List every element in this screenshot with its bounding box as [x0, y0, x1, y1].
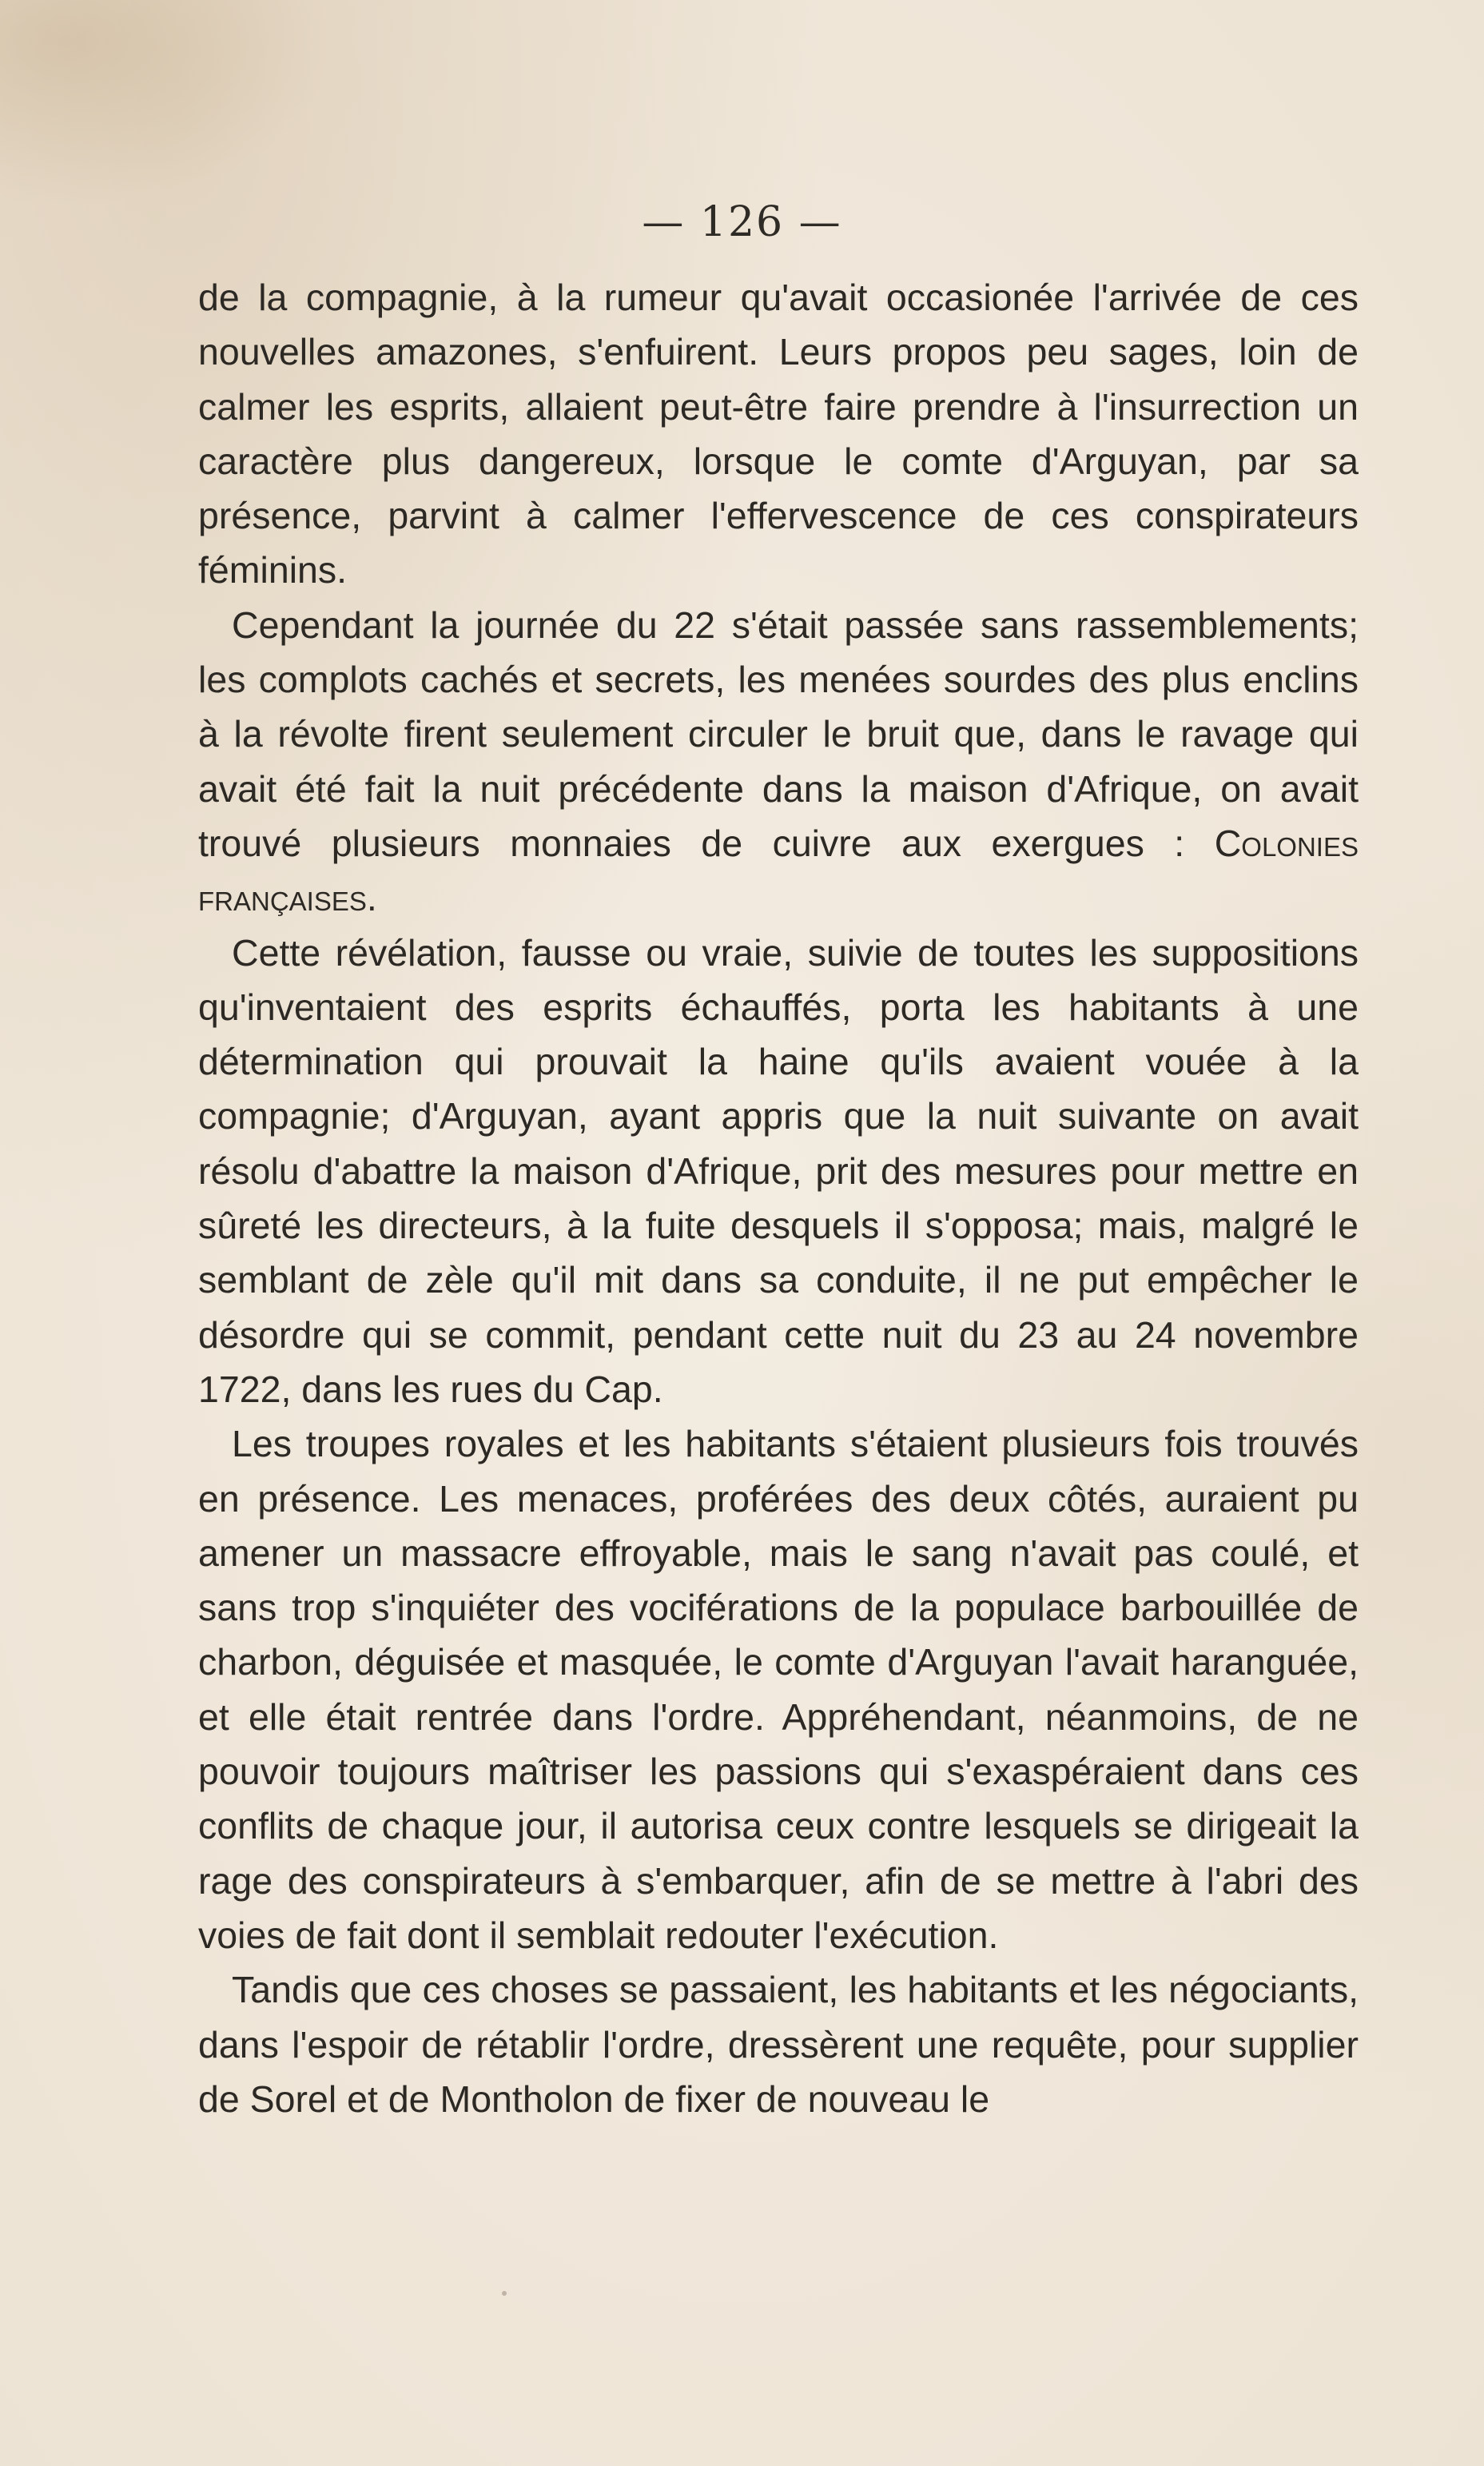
paragraph: [198, 1962, 1359, 2126]
paragraph-text: de la compagnie, à la rumeur qu'avait occasionée l'arrivée de ces nouvelles amazones, s'enfuirent. Leurs propos peu sages, loin de calmer les esprits, allaient peut-être faire prendre à l'insurrection un caractère plus dangereux, lorsque le comte d'Arguyan, par sa présence, parvint à calmer l'effervescence de ces conspirateurs féminins.: [198, 277, 1359, 592]
paragraph-text: Cependant la journée du 22 s'était passée sans rassemblements; les complots cachés et secrets, les menées sourdes des plus enclins à la révolte firent seulement circuler le bruit que, dans le ravage qui avait été fait la nuit précédente dans la maison d'Afrique, on avait trouvé plusieurs monnaies de cuivre aux exergues :: [198, 604, 1359, 864]
paragraph-text: Tandis que ces choses se passaient, les habitants et les négociants, dans l'espoir de rétablir l'ordre, dressèrent une requête, pour supplier de Sorel et de Montholon de fixer de nouveau le: [198, 1969, 1359, 2120]
paragraph-text: Cette révélation, fausse ou vraie, suivie de toutes les suppositions qu'inventaient des esprits échauffés, porta les habitants à une détermination qui prouvait la haine qu'ils avaient vouée à la compagnie; d'Arguyan, ayant appris que la nuit suivante on avait résolu d'abattre la maison d'Afrique, prit des mesures pour mettre en sûreté les directeurs, à la fuite desquels il s'opposa; mais, malgré le semblant de zèle qu'il mit dans sa conduite, il ne put empêcher le désordre qui se commit, pendant cette nuit du 23 au 24 novembre 1722, dans les rues du Cap.: [198, 931, 1359, 1410]
paragraph-continuation: [198, 270, 1359, 598]
paragraph: [198, 1416, 1359, 1962]
paragraph-text-end: .: [366, 877, 377, 919]
paragraph-text: Les troupes royales et les habitants s'étaient plusieurs fois trouvés en présence. Les menaces, proférées des deux côtés, auraient pu amener un massacre effroyable, mais le sang n'avait pas coulé, et sans trop s'inquiéter des vociférations de la populace barbouillée de charbon, déguisée et masquée, le comte d'Arguyan l'avait haranguée, et elle était rentrée dans l'ordre. Appréhendant, néanmoins, de ne pouvoir toujours maîtriser les passions qui s'exaspéraient dans ces conflits de chaque jour, il autorisa ceux contre lesquels se dirigeait la rage des conspirateurs à s'embarquer, afin de se mettre à l'abri des voies de fait dont il semblait redouter l'exécution.: [198, 1423, 1359, 1956]
paragraph: [198, 926, 1359, 1417]
paragraph: [198, 598, 1359, 926]
inscription-small-caps: Colonies françaises: [198, 822, 1359, 919]
paper-stain: [0, 0, 336, 208]
body-text: [198, 270, 1359, 2126]
paper-speck: [502, 2291, 507, 2296]
page-number: — 126 —: [642, 198, 842, 246]
